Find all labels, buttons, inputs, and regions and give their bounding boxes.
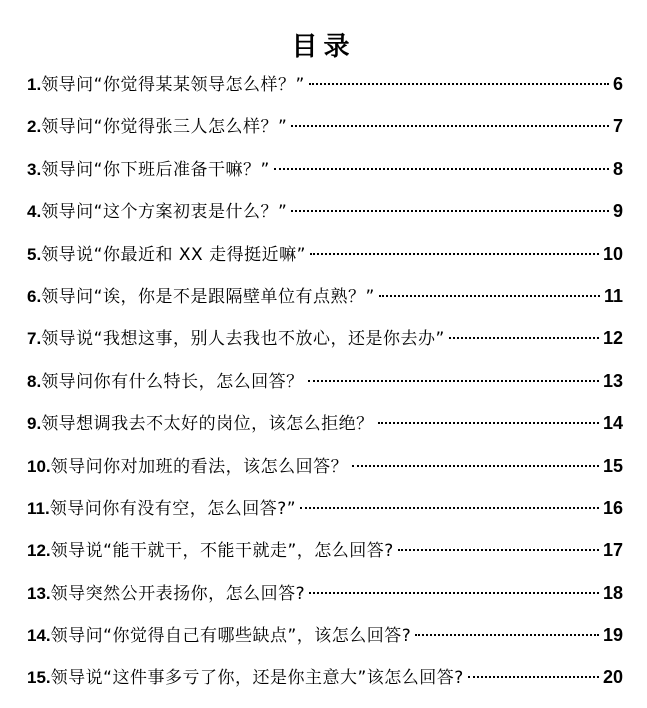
entry-number: 8.: [27, 371, 42, 391]
toc-entry[interactable]: [27, 112, 623, 154]
toc-title: 目录: [291, 32, 356, 62]
entry-title[interactable]: 领导说“你最近和 XX 走得挺近嘛”: [41, 244, 306, 265]
entry-title[interactable]: 领导问“诶，你是不是跟隔壁单位有点熟？”: [41, 286, 375, 307]
dot-leader: [291, 125, 609, 127]
dot-leader: [291, 210, 609, 212]
entry-number: 12.: [27, 541, 51, 561]
entry-page-number: 14: [602, 413, 623, 434]
entry-page-number: 18: [602, 582, 623, 603]
toc-entry[interactable]: [27, 621, 623, 663]
toc-entry[interactable]: [27, 536, 623, 578]
entry-number: 9.: [27, 414, 42, 434]
entry-number: 2.: [27, 117, 42, 137]
entry-title[interactable]: 领导说“我想这事，别人去我也不放心，还是你去办”: [41, 329, 445, 350]
entry-page-number: 8: [612, 158, 623, 179]
dot-leader: [379, 295, 600, 297]
dot-leader: [308, 380, 599, 382]
entry-page-number: 9: [612, 201, 623, 222]
dot-leader: [309, 592, 599, 594]
dot-leader: [300, 507, 599, 509]
dot-leader: [398, 549, 599, 551]
entry-page-number: 10: [602, 243, 623, 264]
entry-title[interactable]: 领导突然公开表扬你，怎么回答?: [50, 583, 306, 604]
entry-page-number: 7: [612, 116, 623, 137]
dot-leader: [352, 465, 599, 467]
dot-leader: [449, 337, 599, 339]
entry-title[interactable]: 领导问“你觉得某某领导怎么样？”: [41, 75, 305, 95]
entry-page-number: 15: [602, 455, 623, 476]
toc-entry[interactable]: [27, 324, 623, 366]
dot-leader: [415, 634, 599, 636]
toc-entry[interactable]: [27, 494, 623, 536]
entry-page-number: 17: [602, 540, 623, 561]
entry-title[interactable]: 领导想调我去不太好的岗位，该怎么拒绝？: [41, 414, 374, 435]
entry-page-number: 19: [602, 625, 623, 646]
entry-page-number: 13: [602, 370, 623, 391]
entry-number: 15.: [27, 668, 51, 688]
toc-entry[interactable]: [27, 663, 623, 705]
entry-title[interactable]: 领导问“你觉得自己有哪些缺点”，该怎么回答?: [50, 626, 412, 647]
entry-title[interactable]: 领导说“能干就干，不能干就走”，怎么回答?: [50, 541, 394, 562]
entry-number: 10.: [27, 456, 51, 476]
entry-number: 13.: [27, 583, 51, 603]
entry-page-number: 20: [602, 667, 623, 688]
entry-title[interactable]: 领导问“这个方案初衷是什么？”: [41, 202, 288, 223]
entry-number: 4.: [27, 202, 42, 222]
entry-number: 3.: [27, 159, 42, 179]
dot-leader: [309, 83, 609, 85]
entry-title[interactable]: 领导问你对加班的看法，该怎么回答？: [50, 456, 349, 477]
entry-number: 11.: [27, 498, 50, 518]
entry-number: 14.: [27, 626, 51, 646]
entry-title[interactable]: 领导问“你下班后准备干嘛？”: [41, 159, 270, 180]
toc-entry[interactable]: [27, 155, 623, 197]
toc-entry[interactable]: [27, 452, 623, 494]
toc-entry[interactable]: [27, 240, 623, 282]
toc-entry[interactable]: [27, 409, 623, 451]
entry-page-number: 12: [602, 328, 623, 349]
entry-title[interactable]: 领导问“你觉得张三人怎么样？”: [41, 117, 288, 138]
entry-title[interactable]: 领导问你有没有空，怎么回答?”: [49, 498, 297, 519]
entry-number: 5.: [27, 244, 42, 264]
entry-title[interactable]: 领导说“这件事多亏了你，还是你主意大”该怎么回答?: [50, 668, 464, 689]
entry-page-number: 6: [612, 74, 623, 94]
toc-entry[interactable]: [27, 367, 623, 409]
entry-number: 1.: [27, 75, 42, 94]
toc-entry[interactable]: [27, 70, 623, 112]
toc-entry[interactable]: [27, 282, 623, 324]
dot-leader: [378, 422, 599, 424]
entry-number: 7.: [27, 329, 42, 349]
dot-leader: [310, 253, 599, 255]
entry-title[interactable]: 领导问你有什么特长，怎么回答？: [41, 371, 304, 392]
dot-leader: [468, 676, 599, 678]
entry-number: 6.: [27, 286, 42, 306]
entry-page-number: 11: [603, 285, 623, 306]
toc-entry[interactable]: [27, 579, 623, 621]
toc-list: [27, 70, 623, 706]
dot-leader: [274, 168, 609, 170]
toc-entry[interactable]: [27, 197, 623, 239]
entry-page-number: 16: [602, 497, 623, 518]
